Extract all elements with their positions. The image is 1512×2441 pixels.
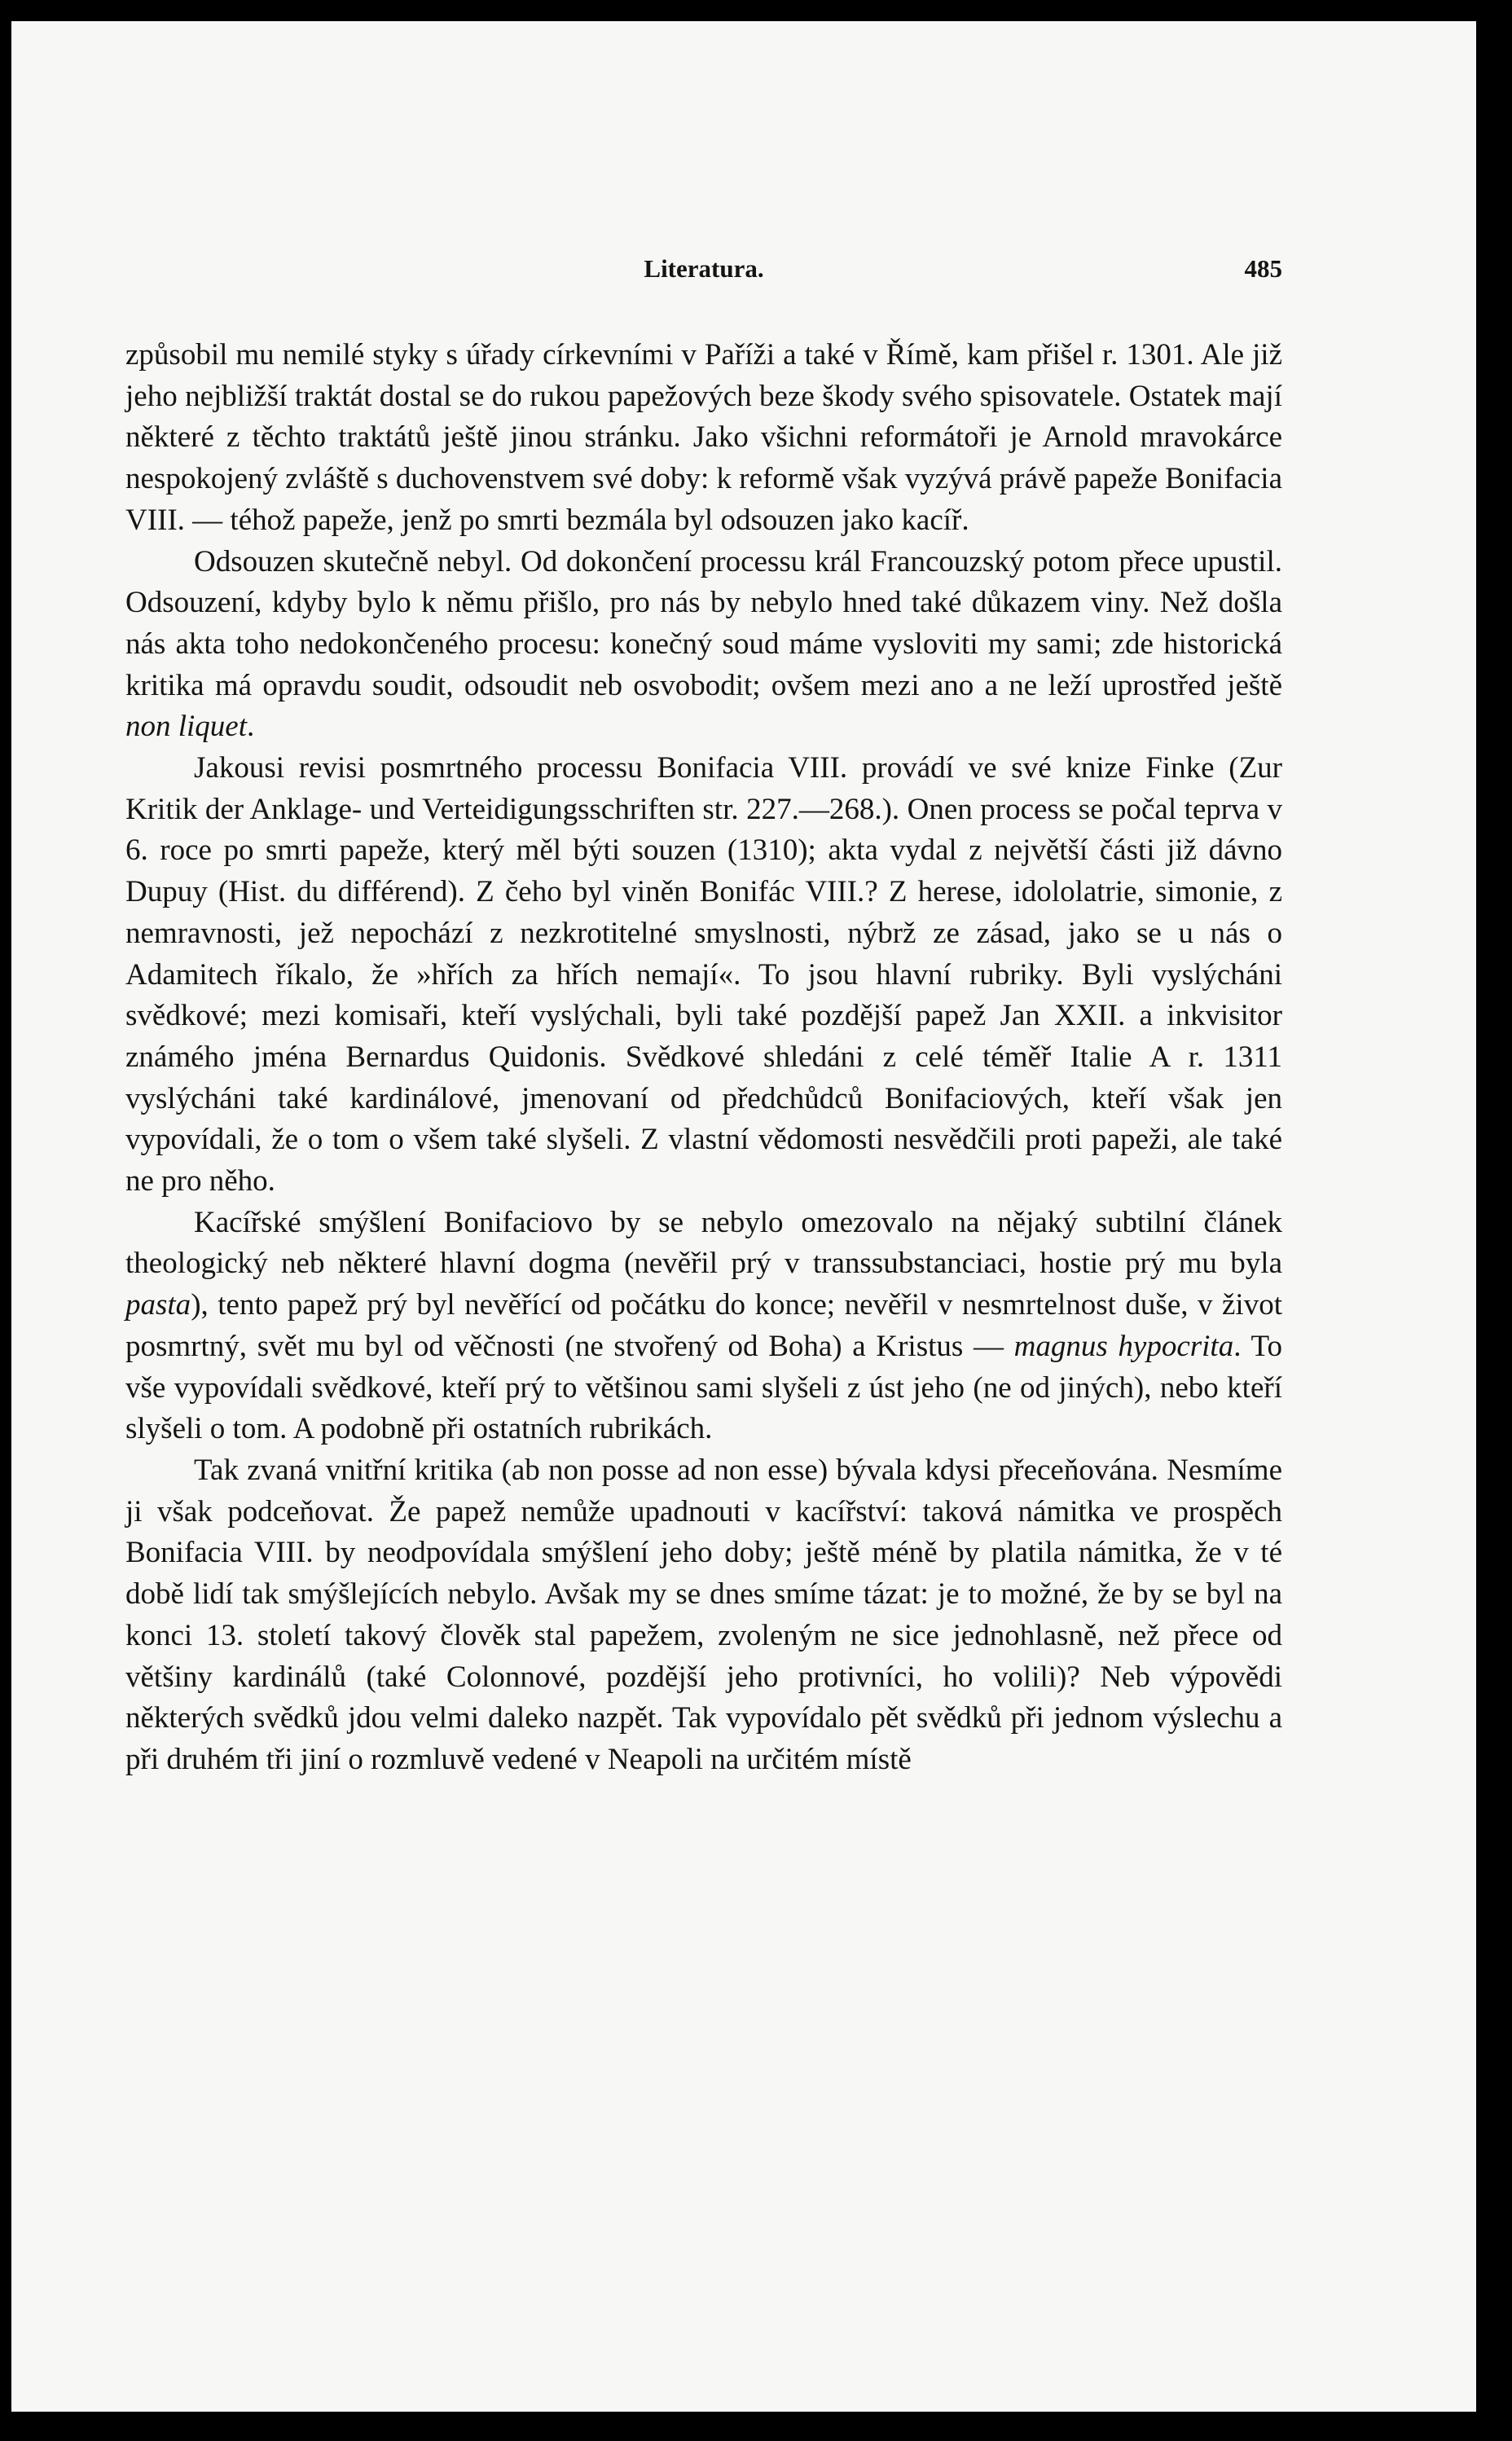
text-segment: . To vše vypovídali svědkové, kteří prý to většinou sami slyšeli z úst jeho (ne od jiných), nebo kteří slyšeli o tom. A podobně při ostatních rubrikách.: [125, 1329, 1282, 1446]
running-title: Literatura.: [644, 254, 764, 283]
book-page: [11, 21, 1476, 2412]
text-segment: způsobil mu nemilé styky s úřady církevními v Paříži a také v Římě, kam přišel r. 1301. Ale již jeho nejbližší traktát dostal se do rukou papežových beze škody svého spisovatele. Ostatek mají některé z těchto traktátů ještě jinou stránku. Jako všichni reformátoři je Arnold mravokárce nespokojený zvláště s duchovenstvem své doby: k reformě však vyzývá právě papeže Bonifacia VIII. — téhož papeže, jenž po smrti bezmála byl odsouzen jako kacíř.: [125, 338, 1282, 537]
paragraph: [125, 748, 1282, 1203]
page-number: 485: [1244, 254, 1282, 283]
italic-phrase: pasta: [125, 1288, 191, 1322]
italic-phrase: non liquet: [125, 710, 248, 744]
page-header: [125, 254, 1282, 287]
italic-phrase: magnus hypocrita: [1013, 1329, 1234, 1363]
paragraph: [125, 542, 1282, 749]
text-segment: .: [247, 710, 255, 744]
paragraph: [125, 1450, 1282, 1781]
paragraph: [125, 335, 1282, 542]
text-segment: Tak zvaná vnitřní kritika (ab non posse ad non esse) bývala kdysi přeceňována. Nesmíme ji však podceňovat. Že papež nemůže upadnouti v kacířství: taková námitka ve prospěch Bonifacia VIII. by neodpovídala smýšlení jeho doby; ještě méně by platila námitka, že v té době lidí tak smýšlejících nebylo. Avšak my se dnes smíme tázat: je to možné, že by se byl na konci 13. století takový člověk stal papežem, zvoleným ne sice jednohlasně, než přece od většiny kardinálů (také Colonnové, pozdější jeho protivníci, ho volili)? Neb výpovědi některých svědků jdou velmi daleko nazpět. Tak vypovídalo pět svědků při jednom výslechu a při druhém tři jiní o rozmluvě vedené v Neapoli na určitém místě: [125, 1453, 1282, 1776]
text-segment: Odsouzen skutečně nebyl. Od dokončení processu král Francouzský potom přece upustil. Odsouzení, kdyby bylo k němu přišlo, pro nás by nebylo hned také důkazem viny. Než došla nás akta toho nedokončeného procesu: konečný soud máme vysloviti my sami; zde historická kritika má opravdu soudit, odsoudit neb osvobodit; ovšem mezi ano a ne leží uprostřed ještě: [125, 544, 1282, 702]
paragraph: [125, 1203, 1282, 1450]
body-text: [125, 335, 1282, 1781]
text-segment: ), tento papež prý byl nevěřící od počátku do konce; nevěřil v nesmrtelnost duše, v život posmrtný, svět mu byl od věčnosti (ne stvořený od Boha) a Kristus —: [125, 1288, 1282, 1363]
text-segment: Kacířské smýšlení Bonifaciovo by se nebylo omezovalo na nějaký subtilní článek theologický neb některé hlavní dogma (nevěřil prý v transsubstanciaci, hostie prý mu byla: [125, 1205, 1282, 1281]
text-segment: Jakousi revisi posmrtného processu Bonifacia VIII. provádí ve své knize Finke (Zur Kritik der Anklage- und Verteidigungsschriften str. 227.—268.). Onen process se počal teprva v 6. roce po smrti papeže, který měl býti souzen (1310); akta vydal z největší části již dávno Dupuy (Hist. du différend). Z čeho byl viněn Bonifác VIII.? Z herese, idololatrie, simonie, z nemravnosti, jež nepochází z nezkrotitelné smyslnosti, nýbrž ze zásad, jako se u nás o Adamitech říkalo, že »hřích za hřích nemají«. To jsou hlavní rubriky. Byli vyslýcháni svědkové; mezi komisaři, kteří vyslýchali, byli také pozdější papež Jan XXII. a inkvisitor známého jména Bernardus Quidonis. Svědkové shledáni z celé téměř Italie A r. 1311 vyslýcháni také kardinálové, jmenovaní od předchůdců Bonifaciových, kteří však jen vypovídali, že o tom o všem také slyšeli. Z vlastní vědomosti nesvědčili proti papeži, ale také ne pro něho.: [125, 751, 1282, 1199]
